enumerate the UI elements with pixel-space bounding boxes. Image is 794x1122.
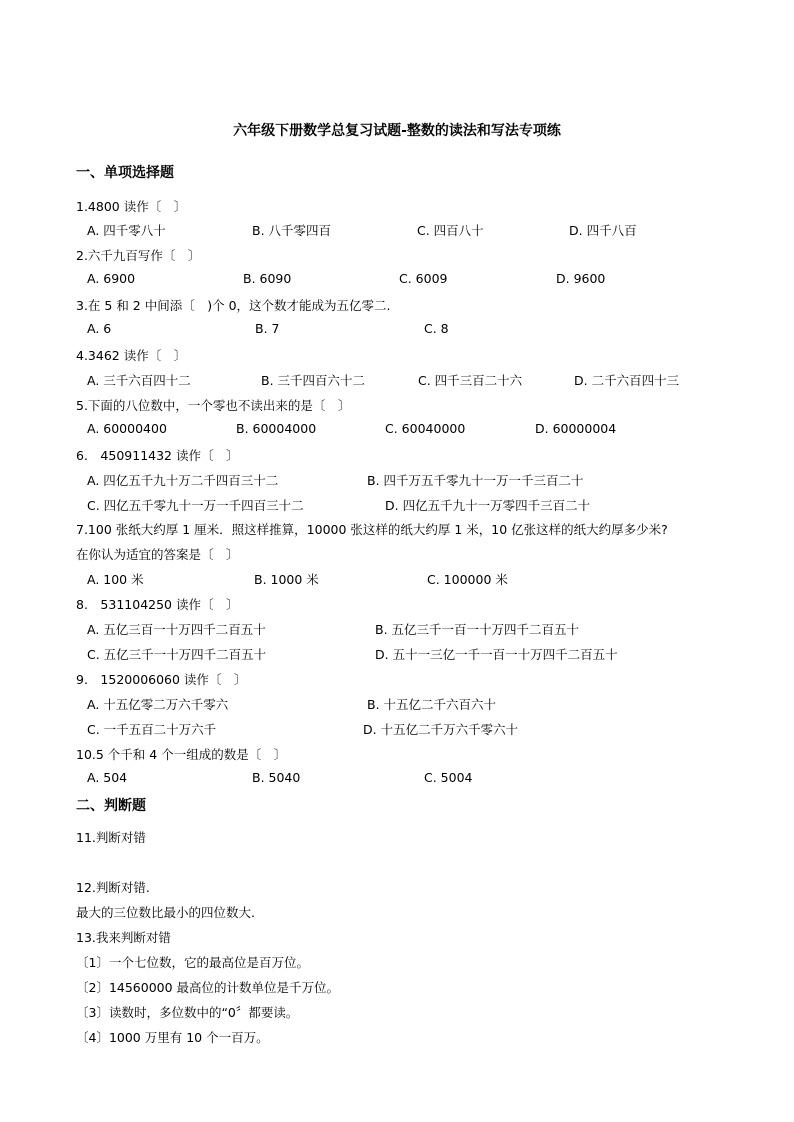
question-9-option-b: B. 十五亿二千六百六十 <box>367 697 497 712</box>
question-13-item-1: 〔1〕一个七位数，它的最高位是百万位。 <box>76 955 309 970</box>
question-2-stem: 2.六千九百写作〔 〕 <box>76 248 201 263</box>
question-7-option-a: A. 100 米 <box>87 572 144 587</box>
question-1-option-a: A. 四千零八十 <box>87 223 166 238</box>
question-1-option-d: D. 四千八百 <box>569 223 637 238</box>
question-5-option-b: B. 60004000 <box>236 421 317 436</box>
question-6-option-c: C. 四亿五千零九十一万一千四百三十二 <box>87 498 304 513</box>
question-5-option-a: A. 60000400 <box>87 421 167 436</box>
question-12-statement: 最大的三位数比最小的四位数大. <box>76 905 255 920</box>
question-4-option-d: D. 二千六百四十三 <box>574 373 680 388</box>
question-9-option-a: A. 十五亿零二万六千零六 <box>87 697 229 712</box>
question-5-option-d: D. 60000004 <box>535 421 617 436</box>
question-9-option-d: D. 十五亿二千万六千零六十 <box>363 722 519 737</box>
question-10-option-c: C. 5004 <box>424 770 473 785</box>
question-2-option-a: A. 6900 <box>87 271 136 286</box>
question-6-option-d: D. 四亿五千九十一万零四千三百二十 <box>385 498 591 513</box>
question-8-option-d: D. 五十一三亿一千一百一十万四千二百五十 <box>375 647 618 662</box>
question-8-stem: 8. 531104250 读作〔 〕 <box>76 597 239 612</box>
question-8-option-c: C. 五亿三千一十万四千二百五十 <box>87 647 267 662</box>
question-7-stem: 7.100 张纸大约厚 1 厘米．照这样推算，10000 张这样的纸大约厚 1 米，10 亿张这样的纸大约厚多少米? <box>76 522 668 537</box>
question-1-option-c: C. 四百八十 <box>417 223 484 238</box>
question-2-option-b: B. 6090 <box>243 271 292 286</box>
question-13-stem: 13.我来判断对错 <box>76 930 171 945</box>
question-13-item-4: 〔4〕1000 万里有 10 个一百万。 <box>76 1030 269 1045</box>
question-5-option-c: C. 60040000 <box>385 421 466 436</box>
question-8-option-a: A. 五亿三百一十万四千二百五十 <box>87 622 266 637</box>
question-4-option-c: C. 四千三百二十六 <box>418 373 523 388</box>
question-1-option-b: B. 八千零四百 <box>252 223 332 238</box>
page-title: 六年级下册数学总复习试题-整数的读法和写法专项练 <box>233 123 561 139</box>
question-10-stem: 10.5 个千和 4 个一组成的数是〔 〕 <box>76 747 287 762</box>
question-11-stem: 11.判断对错 <box>76 830 146 845</box>
section-heading-true-false: 二、判断题 <box>76 798 146 814</box>
question-7-option-b: B. 1000 米 <box>254 572 319 587</box>
question-3-option-b: B. 7 <box>255 321 280 336</box>
question-10-option-a: A. 504 <box>87 770 128 785</box>
question-9-stem: 9. 1520006060 读作〔 〕 <box>76 672 247 687</box>
question-13-item-2: 〔2〕14560000 最高位的计数单位是千万位。 <box>76 980 340 995</box>
question-3-stem: 3.在 5 和 2 中间添〔 )个 0，这个数才能成为五亿零二. <box>76 298 391 313</box>
question-12-stem: 12.判断对错. <box>76 880 150 895</box>
question-13-item-3: 〔3〕读数时，多位数中的“0〞都要读。 <box>76 1005 299 1020</box>
question-10-option-b: B. 5040 <box>252 770 301 785</box>
question-5-stem: 5.下面的八位数中，一个零也不读出来的是〔 〕 <box>76 398 351 413</box>
question-3-option-a: A. 6 <box>87 321 112 336</box>
question-7-stem-continued: 在你认为适宜的答案是〔 〕 <box>76 547 239 562</box>
question-2-option-c: C. 6009 <box>399 271 448 286</box>
question-6-stem: 6. 450911432 读作〔 〕 <box>76 448 239 463</box>
question-6-option-a: A. 四亿五千九十万二千四百三十二 <box>87 473 279 488</box>
question-1-stem: 1.4800 读作〔 〕 <box>76 199 187 214</box>
question-6-option-b: B. 四千万五千零九十一万一千三百二十 <box>367 473 584 488</box>
question-7-option-c: C. 100000 米 <box>427 572 508 587</box>
question-4-stem: 4.3462 读作〔 〕 <box>76 348 187 363</box>
question-4-option-a: A. 三千六百四十二 <box>87 373 191 388</box>
question-4-option-b: B. 三千四百六十二 <box>261 373 366 388</box>
question-3-option-c: C. 8 <box>424 321 449 336</box>
section-heading-single-choice: 一、单项选择题 <box>76 165 174 181</box>
question-9-option-c: C. 一千五百二十万六千 <box>87 722 217 737</box>
question-8-option-b: B. 五亿三千一百一十万四千二百五十 <box>375 622 580 637</box>
question-2-option-d: D. 9600 <box>556 271 606 286</box>
